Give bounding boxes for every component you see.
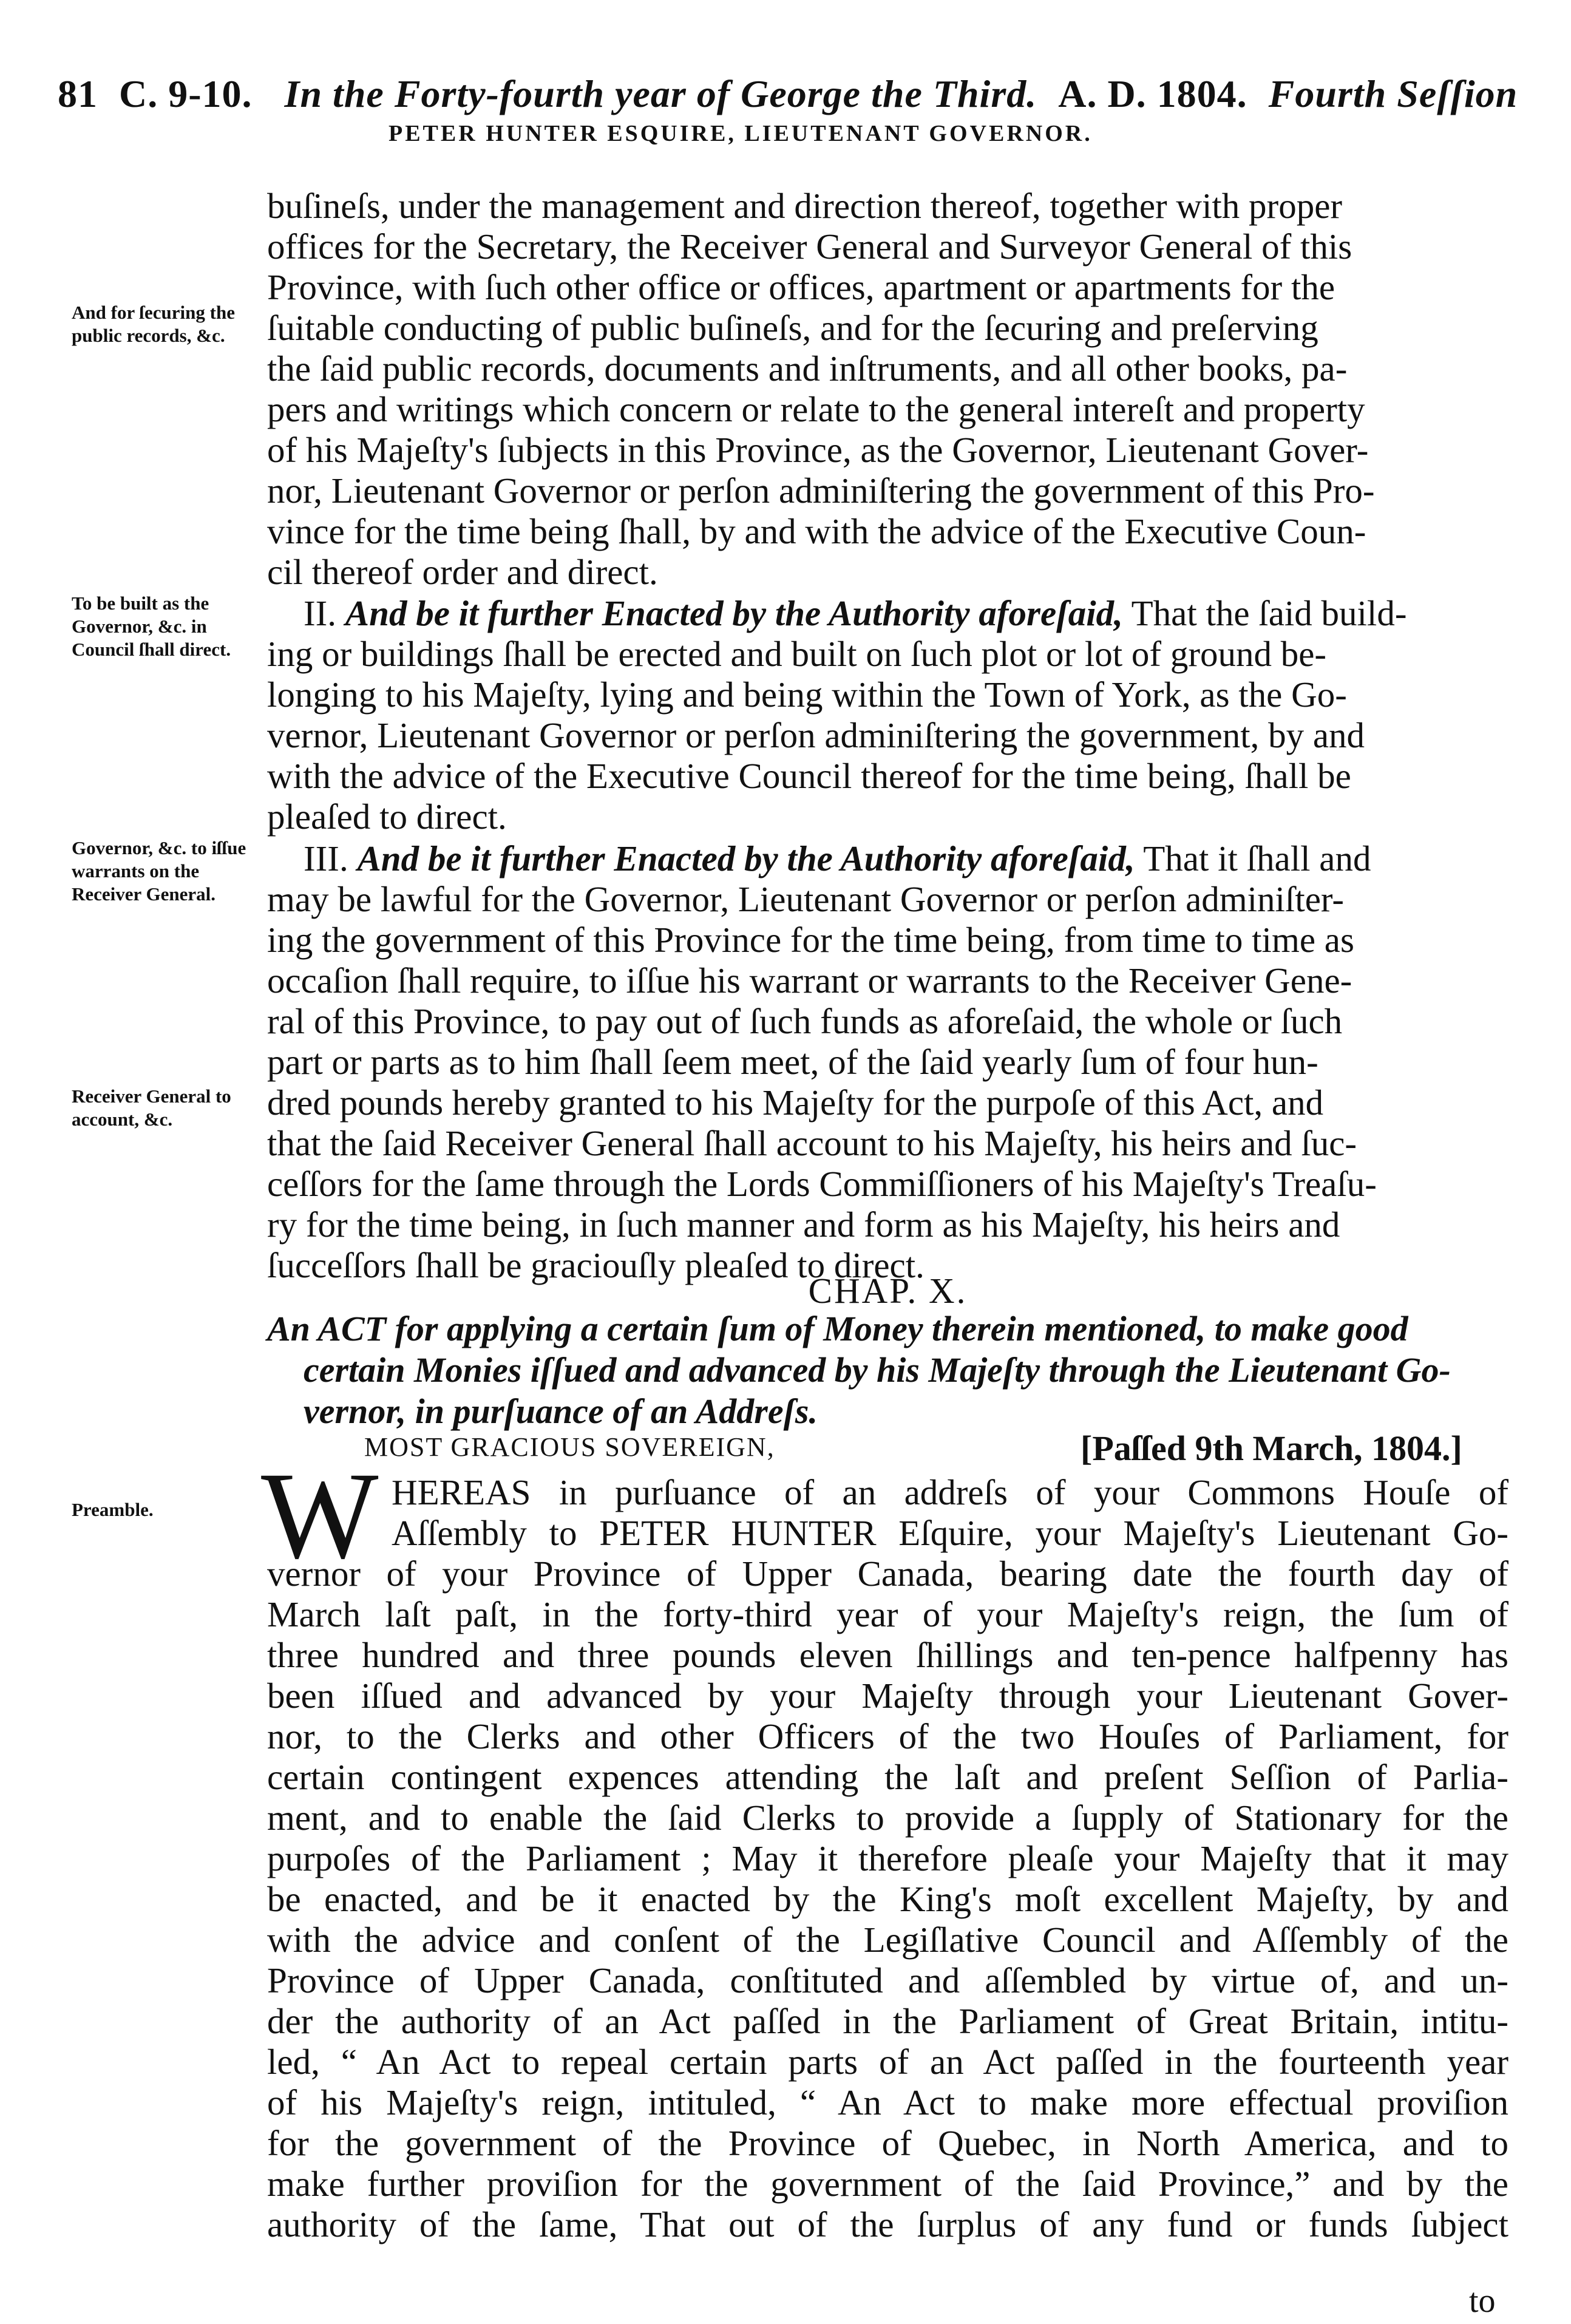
text-line: that the ſaid Receiver General ſhall account to his Majeſty, his heirs and ſuc- [267, 1123, 1357, 1163]
margin-note-records: And for ſecuring the public records, &c. [72, 302, 235, 346]
text-line: March laſt paſt, in the forty-third year of your Majeſty's reign, the ſum of [267, 1594, 1508, 1634]
margin-note-preamble: Preamble. [72, 1499, 154, 1520]
text-line: vince for the time being ſhall, by and with the advice of the Executive Coun- [267, 511, 1366, 551]
year-ad: A. D. 1804. [1058, 72, 1247, 115]
drop-cap: W [261, 1447, 379, 1585]
running-head [58, 72, 1533, 117]
preamble [267, 1554, 1508, 2245]
text-line: ral of this Province, to pay out of ſuch funds as aforeſaid, the whole or ſuch [267, 1001, 1343, 1041]
section-numeral: II. [304, 593, 337, 633]
text-line: with the advice of the Executive Council thereof for the time being, ſhall be [267, 756, 1351, 796]
text-line: vernor of your Province of Upper Canada, bearing date the fourth day of [267, 1554, 1508, 1594]
text-line: three hundred and three pounds eleven ſhillings and ten-pence halfpenny has [267, 1635, 1508, 1675]
text-line: Aſſembly to PETER HUNTER Eſquire, your Majeſty's Lieutenant Go- [392, 1513, 1508, 1553]
act-title-line: vernor, in purſuance of an Addreſs. [304, 1391, 818, 1431]
text-line: nor, Lieutenant Governor or perſon adminiſtering the government of this Pro- [267, 471, 1375, 511]
salutation: MOST GRACIOUS SOVEREIGN, [364, 1432, 775, 1462]
text-line: certain contingent expences attending the laſt and preſent Seſſion of Parlia- [267, 1757, 1508, 1797]
text-line: purpoſes of the Parliament ; May it therefore pleaſe your Majeſty that it may [267, 1838, 1508, 1878]
catchword: to [1469, 2282, 1496, 2320]
enacting-clause: And be it further Enacted by the Authority aforeſaid, [345, 593, 1123, 633]
text-line: HEREAS in purſuance of an addreſs of your Commons Houſe of [392, 1472, 1508, 1512]
text-line: ing or buildings ſhall be erected and built on ſuch plot or lot of ground be- [267, 634, 1327, 674]
act-title-line: certain Monies iſſued and advanced by his Majeſty through the Lieutenant Go- [304, 1350, 1451, 1390]
text-line: with the advice and conſent of the Legiſlative Council and Aſſembly of the [267, 1920, 1508, 1960]
text-line: ſucceſſors ſhall be graciouſly pleaſed to direct. [267, 1245, 925, 1285]
text-line: of his Majeſty's reign, intituled, “ An Act to make more effectual proviſion [267, 2082, 1508, 2122]
text-line: authority of the ſame, That out of the ſurplus of any fund or funds ſubject [267, 2204, 1508, 2244]
paragraph-continuation [267, 186, 1508, 593]
text-line: been iſſued and advanced by your Majeſty through your Lieutenant Gover- [267, 1676, 1508, 1716]
text-line: for the government of the Province of Quebec, in North America, and to [267, 2123, 1508, 2163]
passed-date: [Paſſed 9th March, 1804.] [1081, 1429, 1462, 1468]
text-line: part or parts as to him ſhall ſeem meet, of the ſaid yearly ſum of four hun- [267, 1042, 1318, 1082]
text-line: buſineſs, under the management and direction thereof, together with proper [267, 186, 1343, 226]
text-line: may be lawful for the Governor, Lieutenant Governor or perſon adminiſter- [267, 879, 1345, 919]
text-line: ry for the time being, in ſuch manner and form as his Majeſty, his heirs and [267, 1204, 1340, 1245]
section-3 [267, 838, 1508, 1286]
text-line: make further proviſion for the government of the ſaid Province,” and by the [267, 2164, 1508, 2204]
subhead: PETER HUNTER ESQUIRE, LIEUTENANT GOVERNOR. [389, 121, 1093, 146]
text-line: der the authority of an Act paſſed in the Parliament of Great Britain, intitu- [267, 2001, 1508, 2041]
section-3-first-line [267, 838, 1508, 879]
margin-note-warrants: Governor, &c. to iſſue warrants on the Receiver General. [72, 837, 246, 905]
text-fragment: That it ſhall and [1143, 838, 1371, 878]
text-line: occaſion ſhall require, to iſſue his warrant or warrants to the Receiver Gene- [267, 960, 1352, 1001]
text-line: be enacted, and be it enacted by the King's moſt excellent Majeſty, by and [267, 1879, 1508, 1919]
margin-note-account: Receiver General to account, &c. [72, 1086, 231, 1130]
enacting-clause: And be it further Enacted by the Authority aforeſaid, [357, 838, 1135, 878]
page-number: 81 [58, 72, 98, 115]
text-line: the ſaid public records, documents and inſtruments, and all other books, pa- [267, 348, 1348, 389]
text-line: Province of Upper Canada, conſtituted and aſſembled by virtue of, and un- [267, 1960, 1508, 2000]
text-line: ing the government of this Province for the time being, from time to time as [267, 920, 1354, 960]
act-title [267, 1308, 1508, 1432]
preamble-first-lines [392, 1472, 1508, 1554]
text-line: ment, and to enable the ſaid Clerks to provide a ſupply of Stationary for the [267, 1798, 1508, 1838]
text-line: pers and writings which concern or relate to the general intereſt and property [267, 389, 1365, 429]
text-line: longing to his Majeſty, lying and being within the Town of York, as the Go- [267, 674, 1347, 715]
session-label: Fourth Seſſion [1268, 72, 1518, 115]
section-numeral: III. [304, 838, 348, 878]
section-2-first-line [267, 593, 1508, 634]
text-line: offices for the Secretary, the Receiver General and Surveyor General of this [267, 226, 1352, 267]
text-line: of his Majeſty's ſubjects in this Province, as the Governor, Lieutenant Gover- [267, 430, 1369, 470]
chapter-ref: C. 9-10. [119, 72, 253, 115]
text-line: vernor, Lieutenant Governor or perſon adminiſtering the government, by and [267, 715, 1365, 755]
text-fragment: That the ſaid build- [1131, 593, 1407, 633]
text-line: ſuitable conducting of public buſineſs, and for the ſecuring and preſerving [267, 308, 1318, 348]
text-line: dred pounds hereby granted to his Majeſty for the purpoſe of this Act, and [267, 1082, 1324, 1123]
chapter-heading: CHAP. X. [808, 1271, 968, 1311]
text-line: led, “ An Act to repeal certain parts of an Act paſſed in the fourteenth year [267, 2042, 1508, 2082]
margin-note-built: To be built as the Governor, &c. in Council ſhall direct. [72, 593, 231, 660]
text-line: cil thereof order and direct. [267, 552, 658, 592]
text-line: pleaſed to direct. [267, 797, 507, 837]
act-title-line: An ACT for applying a certain ſum of Money therein mentioned, to make good [267, 1309, 1408, 1348]
text-line: ceſſors for the ſame through the Lords Commiſſioners of his Majeſty's Treaſu- [267, 1164, 1377, 1204]
text-line: nor, to the Clerks and other Officers of the two Houſes of Parliament, for [267, 1716, 1508, 1756]
running-title: In the Forty-fourth year of George the Third. [284, 72, 1037, 115]
text-line: Province, with ſuch other office or offices, apartment or apartments for the [267, 267, 1335, 307]
section-2 [267, 593, 1508, 837]
